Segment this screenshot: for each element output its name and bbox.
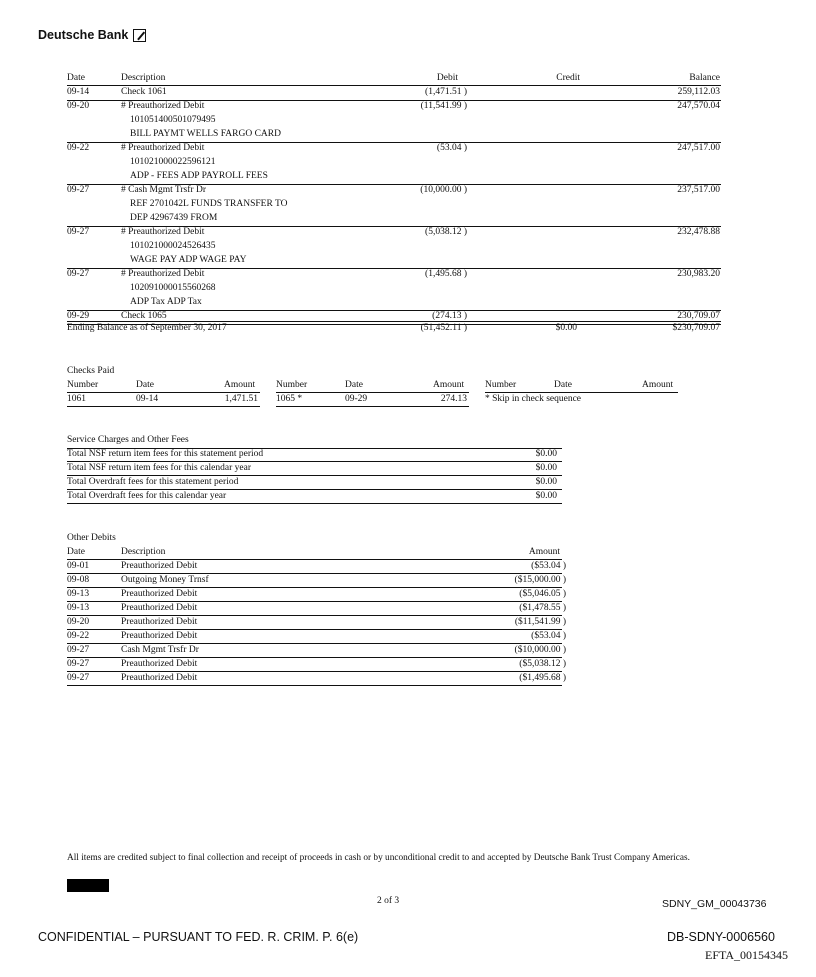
od-amount: ($5,046.05 ) bbox=[519, 589, 566, 599]
tx-balance: 230,983.20 bbox=[677, 269, 720, 279]
sc-rule bbox=[67, 461, 562, 462]
cp-amount-header-2: Amount bbox=[433, 380, 465, 390]
tx-date: 09-20 bbox=[67, 101, 90, 111]
tx-balance: 230,709.07 bbox=[677, 311, 720, 321]
cp-amount-header-3: Amount bbox=[642, 380, 674, 390]
cp-row-rule-2 bbox=[276, 406, 469, 407]
od-date: 09-20 bbox=[67, 617, 90, 627]
od-description: Cash Mgmt Trsfr Dr bbox=[121, 645, 199, 655]
tx-description: # Cash Mgmt Trsfr Dr bbox=[121, 185, 206, 195]
tx-description-detail: ADP Tax ADP Tax bbox=[130, 297, 202, 307]
tx-debit: (1,495.68 ) bbox=[425, 269, 467, 279]
tx-date: 09-27 bbox=[67, 185, 90, 195]
header-rule bbox=[67, 85, 721, 86]
od-rule bbox=[67, 643, 562, 644]
od-amount: ($11,541.99 ) bbox=[514, 617, 566, 627]
od-rule bbox=[67, 587, 562, 588]
tx-debit: (1,471.51 ) bbox=[425, 87, 467, 97]
sc-label: Total Overdraft fees for this statement period bbox=[67, 477, 239, 487]
cp-date: 09-29 bbox=[345, 394, 368, 404]
cp-amount: 1,471.51 bbox=[224, 394, 258, 404]
page-number: 2 of 3 bbox=[377, 896, 400, 906]
od-amount: ($1,478.55 ) bbox=[519, 603, 566, 613]
od-description: Preauthorized Debit bbox=[121, 603, 198, 613]
tx-description-detail: REF 2701042L FUNDS TRANSFER TO bbox=[130, 199, 288, 209]
service-charges-title: Service Charges and Other Fees bbox=[67, 435, 189, 445]
tx-debit: (53.04 ) bbox=[436, 143, 467, 153]
confidential-notice: CONFIDENTIAL – PURSUANT TO FED. R. CRIM. P. 6(e) bbox=[38, 930, 359, 944]
sc-value: $0.00 bbox=[535, 477, 557, 487]
cp-date-header-1: Date bbox=[136, 380, 154, 390]
tx-date: 09-29 bbox=[67, 311, 90, 321]
tx-balance: 247,517.00 bbox=[677, 143, 720, 153]
ending-balance: $230,709.07 bbox=[672, 323, 720, 333]
tx-description-detail: WAGE PAY ADP WAGE PAY bbox=[130, 255, 247, 265]
sc-label: Total NSF return item fees for this calendar year bbox=[67, 463, 251, 473]
od-amount: ($10,000.00 ) bbox=[514, 645, 566, 655]
cp-amount-header-1: Amount bbox=[224, 380, 256, 390]
cp-date-header-3: Date bbox=[554, 380, 572, 390]
tx-description: # Preauthorized Debit bbox=[121, 101, 205, 111]
od-date: 09-13 bbox=[67, 603, 90, 613]
tx-balance: 232,478.88 bbox=[677, 227, 720, 237]
cp-note: * Skip in check sequence bbox=[485, 394, 582, 404]
cp-number-header-2: Number bbox=[276, 380, 308, 390]
od-date: 09-27 bbox=[67, 645, 90, 655]
od-date: 09-27 bbox=[67, 659, 90, 669]
tx-balance: 237,517.00 bbox=[677, 185, 720, 195]
col-description: Description bbox=[121, 73, 166, 83]
col-date: Date bbox=[67, 73, 85, 83]
bates-number: DB-SDNY-0006560 bbox=[667, 930, 775, 944]
cp-row-rule-1 bbox=[67, 406, 260, 407]
od-date-header: Date bbox=[67, 547, 85, 557]
od-rule bbox=[67, 573, 562, 574]
tx-debit: (11,541.99 ) bbox=[420, 101, 467, 111]
cp-rule-3 bbox=[485, 392, 678, 393]
tx-description-detail: 102091000015560268 bbox=[130, 283, 216, 293]
sc-rule bbox=[67, 475, 562, 476]
col-credit: Credit bbox=[556, 73, 580, 83]
tx-description-detail: 101021000022596121 bbox=[130, 157, 216, 167]
tx-description-detail: BILL PAYMT WELLS FARGO CARD bbox=[130, 129, 281, 139]
tx-debit: (10,000.00 ) bbox=[420, 185, 467, 195]
tx-description: # Preauthorized Debit bbox=[121, 143, 205, 153]
od-description-header: Description bbox=[121, 547, 166, 557]
cp-rule-1 bbox=[67, 392, 260, 393]
od-date: 09-22 bbox=[67, 631, 90, 641]
brand-header bbox=[38, 28, 146, 42]
tx-date: 09-27 bbox=[67, 227, 90, 237]
od-amount: ($53.04 ) bbox=[531, 561, 566, 571]
od-description: Preauthorized Debit bbox=[121, 617, 198, 627]
sc-rule bbox=[67, 489, 562, 490]
tx-description: Check 1065 bbox=[121, 311, 167, 321]
cp-number-header-3: Number bbox=[485, 380, 517, 390]
cp-rule-2 bbox=[276, 392, 469, 393]
od-rule bbox=[67, 657, 562, 658]
disclaimer: All items are credited subject to final collection and receipt of proceeds in cash or by unconditional credit to and accepted by Deutsche Bank Trust Company Americas. bbox=[67, 853, 690, 863]
sc-label: Total Overdraft fees for this calendar year bbox=[67, 491, 227, 501]
od-amount: ($5,038.12 ) bbox=[519, 659, 566, 669]
tx-debit: (5,038.12 ) bbox=[425, 227, 467, 237]
od-rule bbox=[67, 601, 562, 602]
cp-amount: 274.13 bbox=[440, 394, 467, 404]
tx-description: # Preauthorized Debit bbox=[121, 269, 205, 279]
od-amount-header: Amount bbox=[528, 547, 560, 557]
od-description: Outgoing Money Trnsf bbox=[121, 575, 209, 585]
od-description: Preauthorized Debit bbox=[121, 631, 198, 641]
sc-value: $0.00 bbox=[535, 491, 557, 501]
tx-balance: 247,570.04 bbox=[677, 101, 720, 111]
ending-credit: $0.00 bbox=[555, 323, 577, 333]
tx-description-detail: 101021000024526435 bbox=[130, 241, 216, 251]
deutsche-bank-logo-icon bbox=[133, 29, 146, 42]
tx-description-detail: 101051400501079495 bbox=[130, 115, 216, 125]
cp-date-header-2: Date bbox=[345, 380, 363, 390]
efta-number: EFTA_00154345 bbox=[705, 948, 789, 962]
checks-paid-title: Checks Paid bbox=[67, 366, 115, 376]
od-description: Preauthorized Debit bbox=[121, 561, 198, 571]
tx-description-detail: ADP - FEES ADP PAYROLL FEES bbox=[130, 171, 268, 181]
sc-value: $0.00 bbox=[535, 449, 557, 459]
sdny-stamp: SDNY_GM_00043736 bbox=[662, 898, 767, 910]
tx-debit: (274.13 ) bbox=[432, 311, 467, 321]
od-date: 09-27 bbox=[67, 673, 90, 683]
od-date: 09-08 bbox=[67, 575, 90, 585]
tx-description-detail: DEP 42967439 FROM bbox=[130, 213, 218, 223]
od-amount: ($53.04 ) bbox=[531, 631, 566, 641]
brand-name: Deutsche Bank bbox=[38, 28, 129, 42]
od-description: Preauthorized Debit bbox=[121, 659, 198, 669]
od-amount: ($1,495.68 ) bbox=[519, 673, 566, 683]
od-description: Preauthorized Debit bbox=[121, 589, 198, 599]
tx-date: 09-14 bbox=[67, 87, 90, 97]
col-balance: Balance bbox=[689, 73, 720, 83]
other-debits-title: Other Debits bbox=[67, 533, 116, 543]
ending-label: Ending Balance as of September 30, 2017 bbox=[67, 323, 227, 333]
ending-debit: (51,452.11 ) bbox=[420, 323, 467, 333]
redaction-block bbox=[67, 879, 109, 892]
sc-label: Total NSF return item fees for this statement period bbox=[67, 449, 264, 459]
cp-number-header-1: Number bbox=[67, 380, 99, 390]
od-rule bbox=[67, 615, 562, 616]
tx-date: 09-22 bbox=[67, 143, 90, 153]
tx-description: # Preauthorized Debit bbox=[121, 227, 205, 237]
cp-number: 1065 * bbox=[276, 394, 303, 404]
od-description: Preauthorized Debit bbox=[121, 673, 198, 683]
cp-number: 1061 bbox=[67, 394, 86, 404]
od-date: 09-01 bbox=[67, 561, 90, 571]
od-rule bbox=[67, 629, 562, 630]
cp-date: 09-14 bbox=[136, 394, 159, 404]
od-amount: ($15,000.00 ) bbox=[514, 575, 566, 585]
od-date: 09-13 bbox=[67, 589, 90, 599]
od-header-rule bbox=[67, 559, 562, 560]
tx-date: 09-27 bbox=[67, 269, 90, 279]
tx-balance: 259,112.03 bbox=[677, 87, 720, 97]
sc-value: $0.00 bbox=[535, 463, 557, 473]
tx-description: Check 1061 bbox=[121, 87, 167, 97]
ending-rule bbox=[67, 321, 721, 322]
od-rule bbox=[67, 671, 562, 672]
od-rule bbox=[67, 685, 562, 686]
sc-rule bbox=[67, 503, 562, 504]
col-debit: Debit bbox=[436, 73, 458, 83]
